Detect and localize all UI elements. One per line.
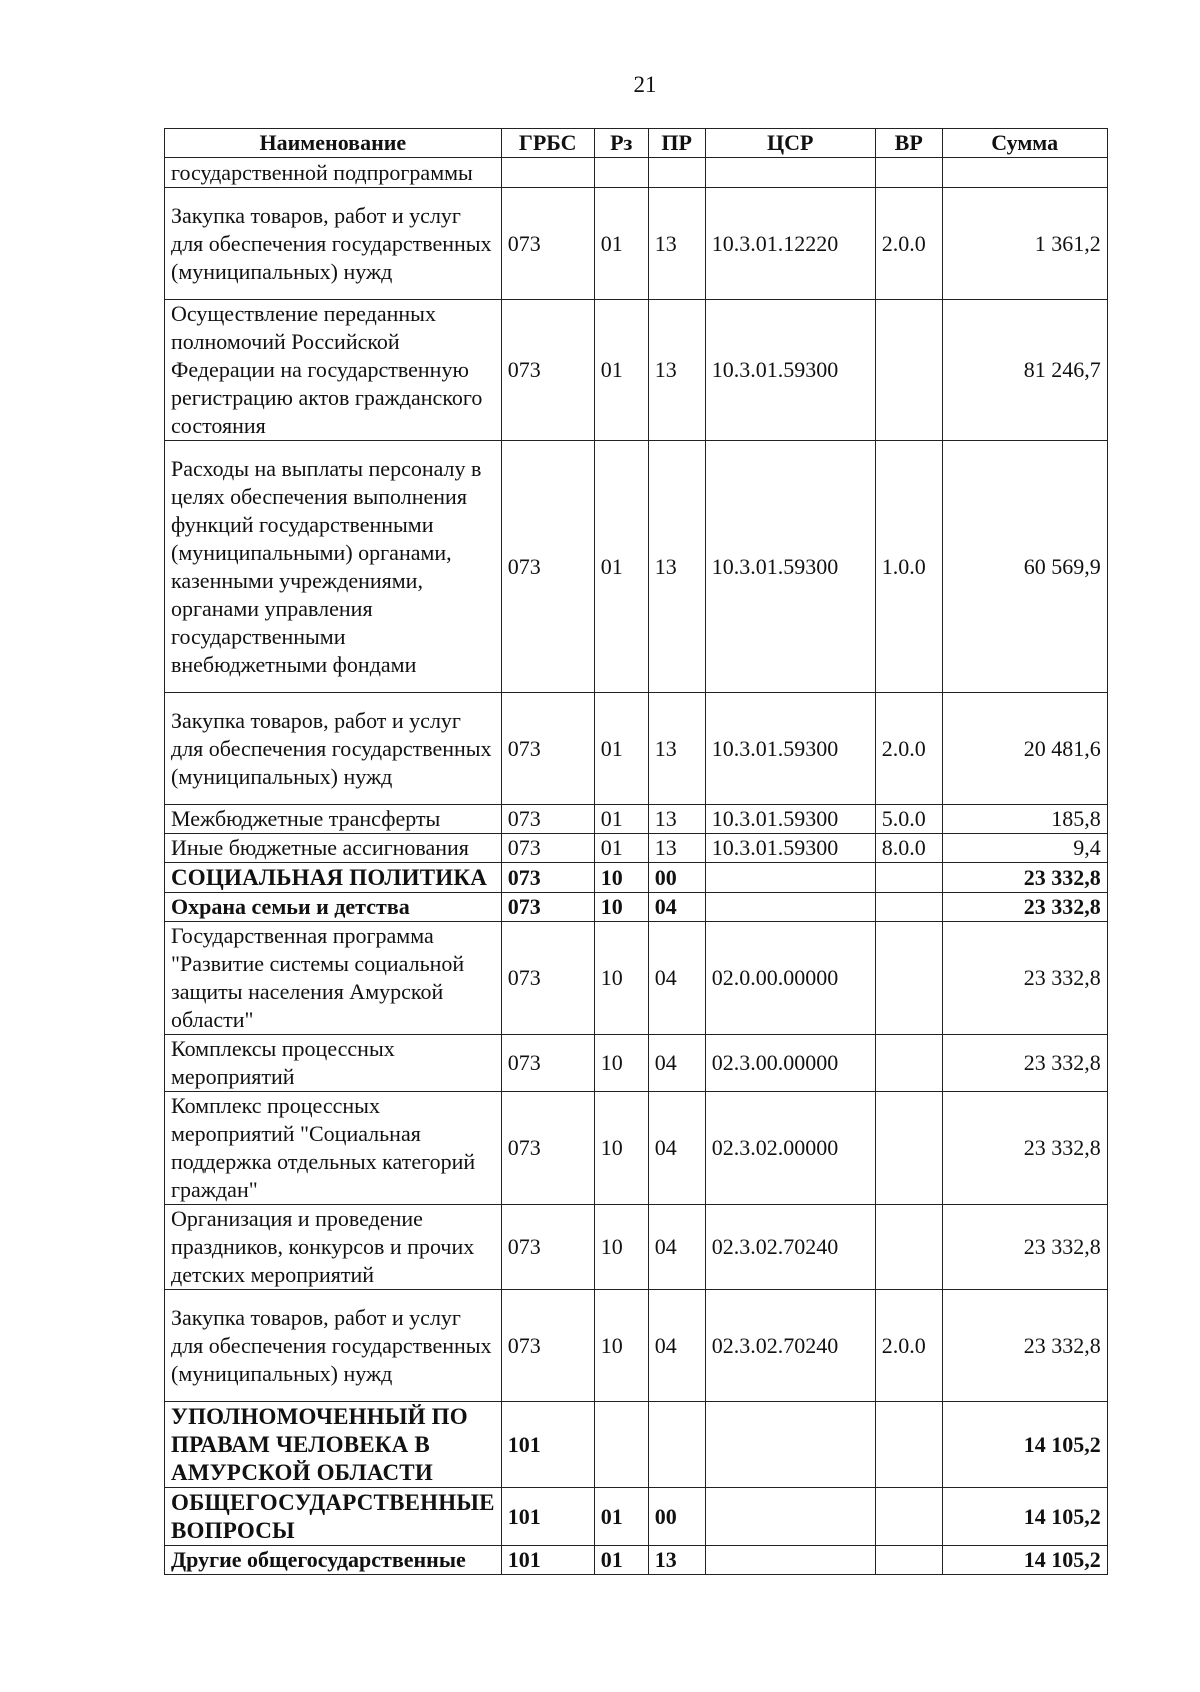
header-rz: Рз xyxy=(594,129,648,158)
row-grbs: 073 xyxy=(501,834,594,863)
row-grbs: 073 xyxy=(501,1290,594,1402)
row-sum xyxy=(942,158,1107,188)
row-grbs: 073 xyxy=(501,300,594,441)
row-sum: 185,8 xyxy=(942,805,1107,834)
row-sum: 23 332,8 xyxy=(942,1290,1107,1402)
row-rz: 01 xyxy=(594,188,648,300)
header-csr: ЦСР xyxy=(705,129,875,158)
row-csr xyxy=(705,863,875,893)
table-row xyxy=(165,1205,1108,1290)
row-sum: 14 105,2 xyxy=(942,1546,1107,1575)
row-grbs: 073 xyxy=(501,922,594,1035)
row-pr: 13 xyxy=(648,693,705,805)
row-name: СОЦИАЛЬНАЯ ПОЛИТИКА xyxy=(165,863,502,893)
row-sum: 14 105,2 xyxy=(942,1402,1107,1488)
row-name: Закупка товаров, работ и услуг для обеспечения государственных (муниципальных) нужд xyxy=(165,693,502,805)
row-sum: 23 332,8 xyxy=(942,1205,1107,1290)
row-grbs xyxy=(501,158,594,188)
row-grbs: 073 xyxy=(501,805,594,834)
row-sum: 23 332,8 xyxy=(942,1092,1107,1205)
row-pr xyxy=(648,1402,705,1488)
row-sum: 14 105,2 xyxy=(942,1488,1107,1546)
table-row xyxy=(165,441,1108,693)
row-name: Комплекс процессных мероприятий "Социальная поддержка отдельных категорий граждан" xyxy=(165,1092,502,1205)
row-rz: 01 xyxy=(594,805,648,834)
row-pr: 13 xyxy=(648,805,705,834)
row-name: Охрана семьи и детства xyxy=(165,893,502,922)
row-csr: 02.3.02.70240 xyxy=(705,1205,875,1290)
row-name: Иные бюджетные ассигнования xyxy=(165,834,502,863)
row-csr xyxy=(705,158,875,188)
table-row xyxy=(165,1290,1108,1402)
row-name: Государственная программа "Развитие системы социальной защиты населения Амурской области" xyxy=(165,922,502,1035)
row-pr: 13 xyxy=(648,188,705,300)
header-pr: ПР xyxy=(648,129,705,158)
row-pr: 04 xyxy=(648,1205,705,1290)
row-grbs: 073 xyxy=(501,1035,594,1092)
row-rz: 10 xyxy=(594,1035,648,1092)
row-rz: 01 xyxy=(594,693,648,805)
table-row xyxy=(165,922,1108,1035)
row-pr: 13 xyxy=(648,1546,705,1575)
row-grbs: 073 xyxy=(501,441,594,693)
table-row xyxy=(165,805,1108,834)
header-vr: ВР xyxy=(875,129,942,158)
row-rz: 10 xyxy=(594,922,648,1035)
row-csr: 10.3.01.59300 xyxy=(705,693,875,805)
row-csr: 02.0.00.00000 xyxy=(705,922,875,1035)
row-grbs: 101 xyxy=(501,1402,594,1488)
header-name: Наименование xyxy=(165,129,502,158)
row-vr: 2.0.0 xyxy=(875,1290,942,1402)
row-rz: 10 xyxy=(594,893,648,922)
row-vr: 1.0.0 xyxy=(875,441,942,693)
row-pr: 04 xyxy=(648,922,705,1035)
row-csr xyxy=(705,893,875,922)
row-sum: 60 569,9 xyxy=(942,441,1107,693)
row-name: Межбюджетные трансферты xyxy=(165,805,502,834)
table-row xyxy=(165,300,1108,441)
row-vr xyxy=(875,863,942,893)
row-grbs: 073 xyxy=(501,893,594,922)
row-pr: 04 xyxy=(648,1290,705,1402)
row-grbs: 073 xyxy=(501,188,594,300)
row-sum: 23 332,8 xyxy=(942,1035,1107,1092)
row-sum: 23 332,8 xyxy=(942,893,1107,922)
row-sum: 9,4 xyxy=(942,834,1107,863)
row-name: ОБЩЕГОСУДАРСТВЕННЫЕ ВОПРОСЫ xyxy=(165,1488,502,1546)
row-rz: 10 xyxy=(594,1290,648,1402)
page-number: 21 xyxy=(633,72,657,97)
row-vr: 8.0.0 xyxy=(875,834,942,863)
row-name: Закупка товаров, работ и услуг для обеспечения государственных (муниципальных) нужд xyxy=(165,1290,502,1402)
row-rz: 10 xyxy=(594,863,648,893)
row-rz: 01 xyxy=(594,1546,648,1575)
row-rz: 01 xyxy=(594,300,648,441)
row-vr xyxy=(875,893,942,922)
row-pr xyxy=(648,158,705,188)
row-vr xyxy=(875,1205,942,1290)
row-rz: 10 xyxy=(594,1092,648,1205)
row-pr: 04 xyxy=(648,1035,705,1092)
row-vr xyxy=(875,158,942,188)
row-csr: 02.3.02.00000 xyxy=(705,1092,875,1205)
table-row-section xyxy=(165,1488,1108,1546)
row-grbs: 073 xyxy=(501,1092,594,1205)
row-csr xyxy=(705,1402,875,1488)
table-row-section xyxy=(165,863,1108,893)
table-row xyxy=(165,188,1108,300)
row-grbs: 073 xyxy=(501,863,594,893)
row-vr xyxy=(875,1402,942,1488)
row-name: Комплексы процессных мероприятий xyxy=(165,1035,502,1092)
table-row xyxy=(165,158,1108,188)
budget-table xyxy=(164,128,1108,1575)
row-csr xyxy=(705,1488,875,1546)
row-csr: 10.3.01.59300 xyxy=(705,805,875,834)
row-vr: 2.0.0 xyxy=(875,188,942,300)
table-row xyxy=(165,1092,1108,1205)
row-vr xyxy=(875,1488,942,1546)
row-pr: 04 xyxy=(648,893,705,922)
table-header-row xyxy=(165,129,1108,158)
row-grbs: 073 xyxy=(501,693,594,805)
table-row-section xyxy=(165,1402,1108,1488)
table-row xyxy=(165,693,1108,805)
row-csr: 02.3.00.00000 xyxy=(705,1035,875,1092)
row-grbs: 101 xyxy=(501,1488,594,1546)
row-rz: 01 xyxy=(594,441,648,693)
row-name: Организация и проведение праздников, конкурсов и прочих детских мероприятий xyxy=(165,1205,502,1290)
row-vr xyxy=(875,300,942,441)
row-csr: 10.3.01.59300 xyxy=(705,300,875,441)
row-rz: 10 xyxy=(594,1205,648,1290)
row-rz: 01 xyxy=(594,1488,648,1546)
row-pr: 04 xyxy=(648,1092,705,1205)
row-vr xyxy=(875,922,942,1035)
row-vr xyxy=(875,1035,942,1092)
row-pr: 13 xyxy=(648,834,705,863)
row-rz xyxy=(594,1402,648,1488)
row-csr: 10.3.01.59300 xyxy=(705,441,875,693)
row-name: УПОЛНОМОЧЕННЫЙ ПО ПРАВАМ ЧЕЛОВЕКА В АМУРСКОЙ ОБЛАСТИ xyxy=(165,1402,502,1488)
row-pr: 00 xyxy=(648,863,705,893)
row-sum: 23 332,8 xyxy=(942,922,1107,1035)
table-row xyxy=(165,1035,1108,1092)
row-vr xyxy=(875,1546,942,1575)
row-pr: 00 xyxy=(648,1488,705,1546)
row-rz xyxy=(594,158,648,188)
row-rz: 01 xyxy=(594,834,648,863)
row-grbs: 073 xyxy=(501,1205,594,1290)
row-grbs: 101 xyxy=(501,1546,594,1575)
row-csr: 10.3.01.12220 xyxy=(705,188,875,300)
row-sum: 23 332,8 xyxy=(942,863,1107,893)
table-row-subsection xyxy=(165,1546,1108,1575)
row-pr: 13 xyxy=(648,300,705,441)
row-name: государственной подпрограммы xyxy=(165,158,502,188)
row-csr: 10.3.01.59300 xyxy=(705,834,875,863)
table-row xyxy=(165,834,1108,863)
row-name: Расходы на выплаты персоналу в целях обеспечения выполнения функций государственными (муниципальными) органами, казенными учреждениями, органами управления государственными внебюджетными фондами xyxy=(165,441,502,693)
row-pr: 13 xyxy=(648,441,705,693)
row-sum: 20 481,6 xyxy=(942,693,1107,805)
header-grbs: ГРБС xyxy=(501,129,594,158)
row-vr: 2.0.0 xyxy=(875,693,942,805)
row-sum: 81 246,7 xyxy=(942,300,1107,441)
row-csr xyxy=(705,1546,875,1575)
row-name: Осуществление переданных полномочий Российской Федерации на государственную регистрацию актов гражданского состояния xyxy=(165,300,502,441)
row-name: Закупка товаров, работ и услуг для обеспечения государственных (муниципальных) нужд xyxy=(165,188,502,300)
table-row-subsection xyxy=(165,893,1108,922)
row-vr xyxy=(875,1092,942,1205)
row-csr: 02.3.02.70240 xyxy=(705,1290,875,1402)
row-sum: 1 361,2 xyxy=(942,188,1107,300)
header-sum: Сумма xyxy=(942,129,1107,158)
row-name: Другие общегосударственные xyxy=(165,1546,502,1575)
row-vr: 5.0.0 xyxy=(875,805,942,834)
